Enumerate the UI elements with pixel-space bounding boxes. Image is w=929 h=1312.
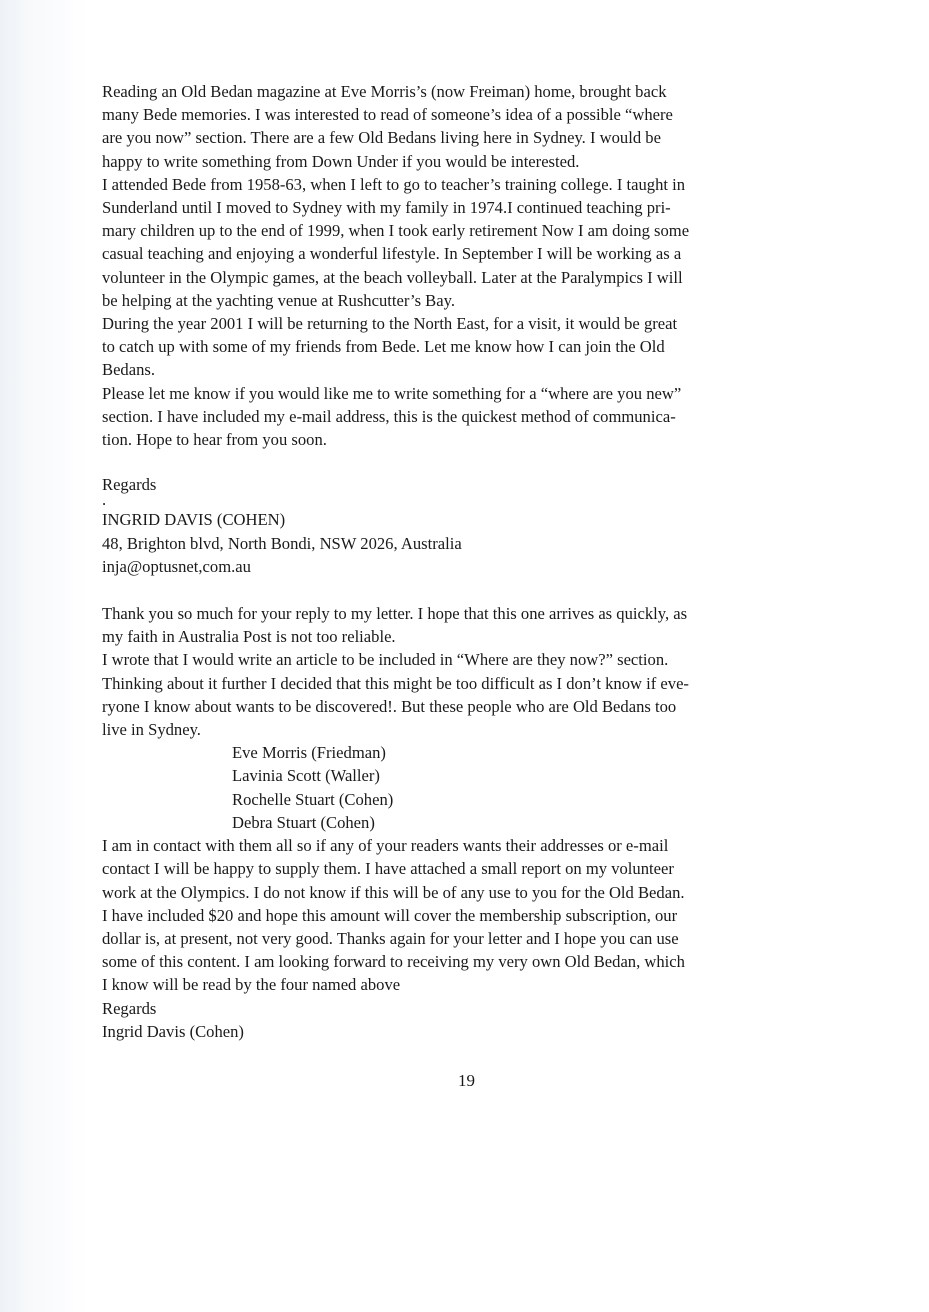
list-item: Debra Stuart (Cohen) [232, 812, 375, 832]
list-item: Rochelle Stuart (Cohen) [232, 789, 394, 809]
names-list [102, 741, 842, 834]
letter1-name: INGRID DAVIS (COHEN) [102, 510, 286, 530]
letter1-closing: Regards [102, 475, 157, 495]
list-item: Lavinia Scott (Waller) [232, 766, 380, 786]
letter2-signature: Ingrid Davis (Cohen) [102, 1021, 244, 1041]
stray-mark: . [102, 490, 107, 510]
letter2-closing: Regards [102, 998, 157, 1018]
letter1-email: inja@optusnet,com.au [102, 556, 251, 576]
letter1-address: 48, Brighton blvd, North Bondi, NSW 2026, Australia [102, 533, 462, 553]
page-number: 19 [458, 1071, 475, 1090]
letters-text [102, 80, 842, 1043]
letter1-body: Reading an Old Bedan magazine at Eve Morris’s (now Freiman) home, brought back many Bede memories. I was interested to read of someone’s idea of a possible “where are you now” section. There are a few Old Bedans living here in Sydney. I would be happy to write something from Down Under if you would be interested. I attended Bede from 1958-63, when I left to go to teacher’s training college. I taught in Sunderland until I moved to Sydney with my family in 1974.I continued teaching pri- mary children up to the end of 1999, when I took early retirement Now I am doing some casual teaching and enjoying a wonderful lifestyle. In September I will be working as a volunteer in the Olympic games, at the beach volleyball. Later at the Paralympics I will be helping at the yachting venue at Rushcutter’s Bay. During the year 2001 I will be returning to the North East, for a visit, it would be great to catch up with some of my friends from Bede. Let me know how I can join the Old Bedans. Please let me know if you would like me to write something for a “where are you new” section. I have included my e-mail address, this is the quickest method of communica- tion. Hope to hear from you soon. [102, 82, 690, 450]
letter2-body-continued: I am in contact with them all so if any of your readers wants their addresses or e-mail contact I will be happy to supply them. I have attached a small report on my volunteer work at the Olympics. I do not know if this will be of any use to you for the Old Bedan. I have included $20 and hope this amount will cover the membership subscription, our dollar is, at present, not very good. Thanks again for your letter and I hope you can use some of this content. I am looking forward to receiving my very own Old Bedan, which I know will be read by the four named above [102, 836, 685, 995]
list-item: Eve Morris (Friedman) [232, 743, 386, 763]
letter2-body: Thank you so much for your reply to my letter. I hope that this one arrives as quickly, as my faith in Australia Post is not too reliable. I wrote that I would write an article to be included in “Where are they now?” section. Thinking about it further I decided that this might be too difficult as I don’t know if eve- ryone I know about wants to be discovered!. But these people who are Old Bedans too live in Sydney. [102, 604, 689, 740]
